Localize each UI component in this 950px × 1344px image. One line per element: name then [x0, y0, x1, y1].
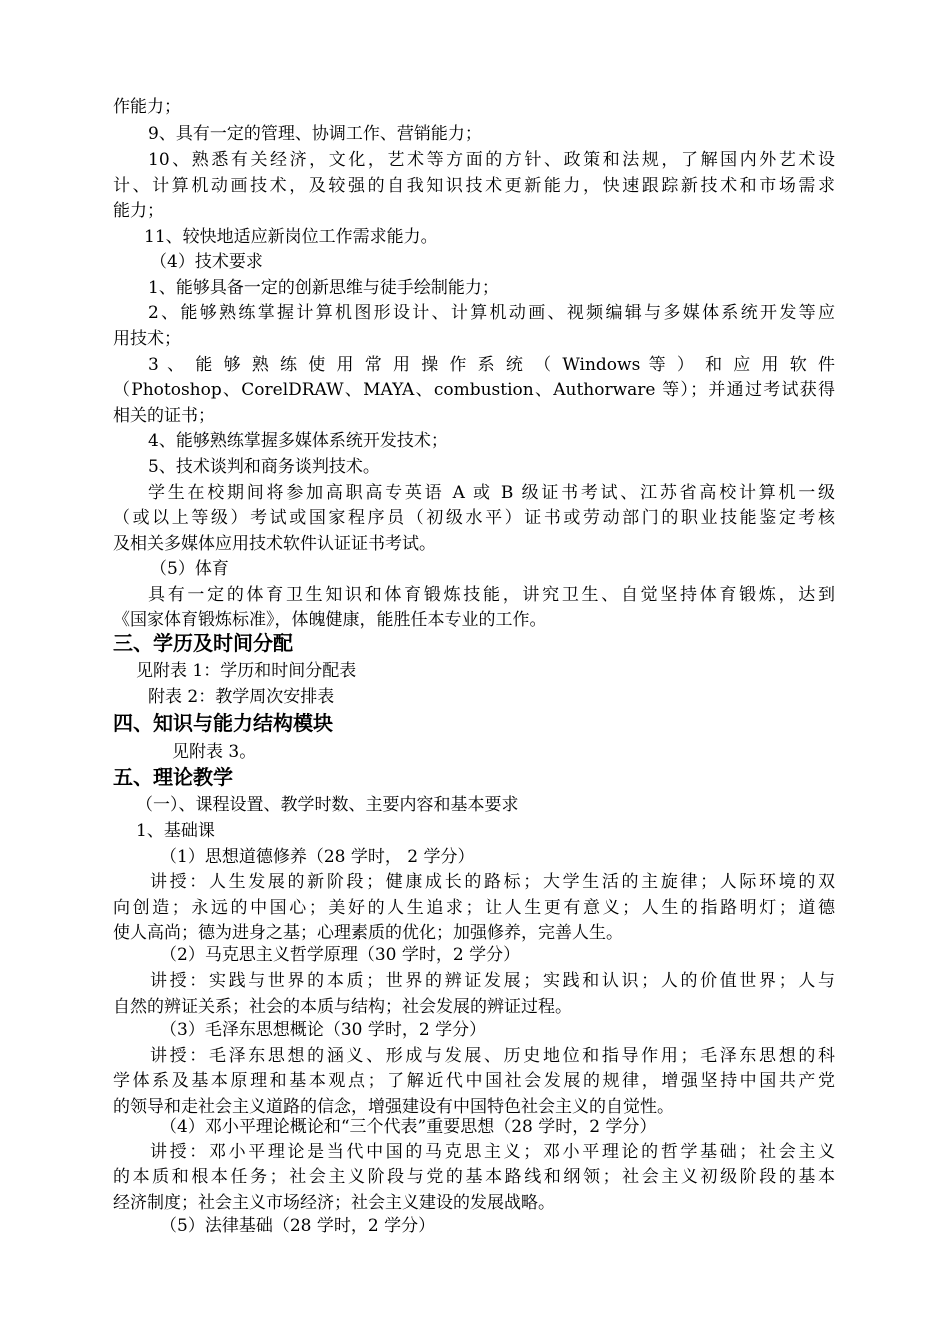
section-heading: 三、学历及时间分配	[113, 631, 293, 655]
text-line: 5、技术谈判和商务谈判技术。	[148, 457, 380, 477]
text-line: 2、能够熟练掌握计算机图形设计、计算机动画、视频编辑与多媒体系统开发等应	[148, 303, 835, 323]
text-line: 用技术；	[113, 329, 181, 349]
text-line: 自然的辨证关系；社会的本质与结构；社会发展的辨证过程。	[113, 997, 572, 1017]
text-line: 讲授：实践与世界的本质；世界的辨证发展；实践和认识；人的价值世界；人与	[150, 971, 835, 991]
text-line: （2）马克思主义哲学原理（30 学时，2 学分）	[160, 945, 521, 965]
text-line: 学体系及基本原理和基本观点；了解近代中国社会发展的规律，增强坚持中国共产党	[113, 1071, 835, 1091]
text-line: 附表 2：教学周次安排表	[148, 687, 335, 707]
text-line: 1、能够具备一定的创新思维与徒手绘制能力；	[148, 278, 499, 298]
text-line: 讲授：毛泽东思想的涵义、形成与发展、历史地位和指导作用；毛泽东思想的科	[150, 1046, 835, 1066]
text-line: 见附表 3。	[172, 742, 257, 762]
text-line: （4）技术要求	[150, 252, 263, 272]
section-heading: 五、理论教学	[113, 765, 233, 789]
text-line: （1）思想道德修养（28 学时， 2 学分）	[160, 847, 475, 867]
text-line: 3 、 能 够 熟 练 使 用 常 用 操 作 系 统 （ Windows 等 ） 和 应 用 软 件	[148, 355, 835, 375]
text-line: 作能力；	[113, 97, 181, 117]
text-line: 《国家体育锻炼标准》，体魄健康，能胜任本专业的工作。	[113, 610, 547, 630]
text-line: 计、计算机动画技术，及较强的自我知识技术更新能力，快速跟踪新技术和市场需求	[113, 176, 835, 196]
text-line: 10、熟悉有关经济，文化，艺术等方面的方针、政策和法规，了解国内外艺术设	[148, 150, 835, 170]
text-line: 9、具有一定的管理、协调工作、营销能力；	[148, 124, 482, 144]
text-line: （5）法律基础（28 学时，2 学分）	[160, 1216, 436, 1236]
text-line: （一）、课程设置、教学时数、主要内容和基本要求	[136, 795, 519, 815]
text-line: （Photoshop、CorelDRAW、MAYA、combustion、Authorware 等）；并通过考试获得	[113, 380, 835, 400]
text-line: 向创造；永远的中国心；美好的人生追求；让人生更有意义；人生的指路明灯；道德	[113, 898, 835, 918]
text-line: 讲授：人生发展的新阶段；健康成长的路标；大学生活的主旋律；人际环境的双	[150, 872, 835, 892]
text-line: 的领导和走社会主义道路的信念，增强建设有中国特色社会主义的自觉性。	[113, 1097, 674, 1117]
text-line: 相关的证书；	[113, 406, 215, 426]
text-line: 能力；	[113, 201, 164, 221]
text-line: 及相关多媒体应用技术软件认证证书考试。	[113, 534, 436, 554]
text-line: 见附表 1：学历和时间分配表	[136, 661, 357, 681]
text-line: 学生在校期间将参加高职高专英语 A 或 B 级证书考试、江苏省高校计算机一级	[148, 483, 835, 503]
text-line: 讲授：邓小平理论是当代中国的马克思主义；邓小平理论的哲学基础；社会主义	[150, 1142, 835, 1162]
text-line: 4、能够熟练掌握多媒体系统开发技术；	[148, 431, 448, 451]
text-line: 经济制度；社会主义市场经济；社会主义建设的发展战略。	[113, 1193, 555, 1213]
text-line: 1、基础课	[136, 821, 215, 841]
text-line: （3）毛泽东思想概论（30 学时，2 学分）	[160, 1020, 487, 1040]
text-line: （5）体育	[150, 559, 229, 579]
text-line: （4）邓小平理论概论和“三个代表”重要思想（28 学时，2 学分）	[160, 1117, 657, 1137]
text-line: （或以上等级）考试或国家程序员（初级水平）证书或劳动部门的职业技能鉴定考核	[113, 508, 835, 528]
text-line: 具有一定的体育卫生知识和体育锻炼技能，讲究卫生、自觉坚持体育锻炼，达到	[148, 585, 835, 605]
text-line: 使人高尚；德为进身之基；心理素质的优化；加强修养，完善人生。	[113, 923, 623, 943]
text-line: 的本质和根本任务；社会主义阶段与党的基本路线和纲领；社会主义初级阶段的基本	[113, 1167, 835, 1187]
section-heading: 四、知识与能力结构模块	[113, 711, 333, 735]
text-line: 11、较快地适应新岗位工作需求能力。	[144, 227, 438, 247]
